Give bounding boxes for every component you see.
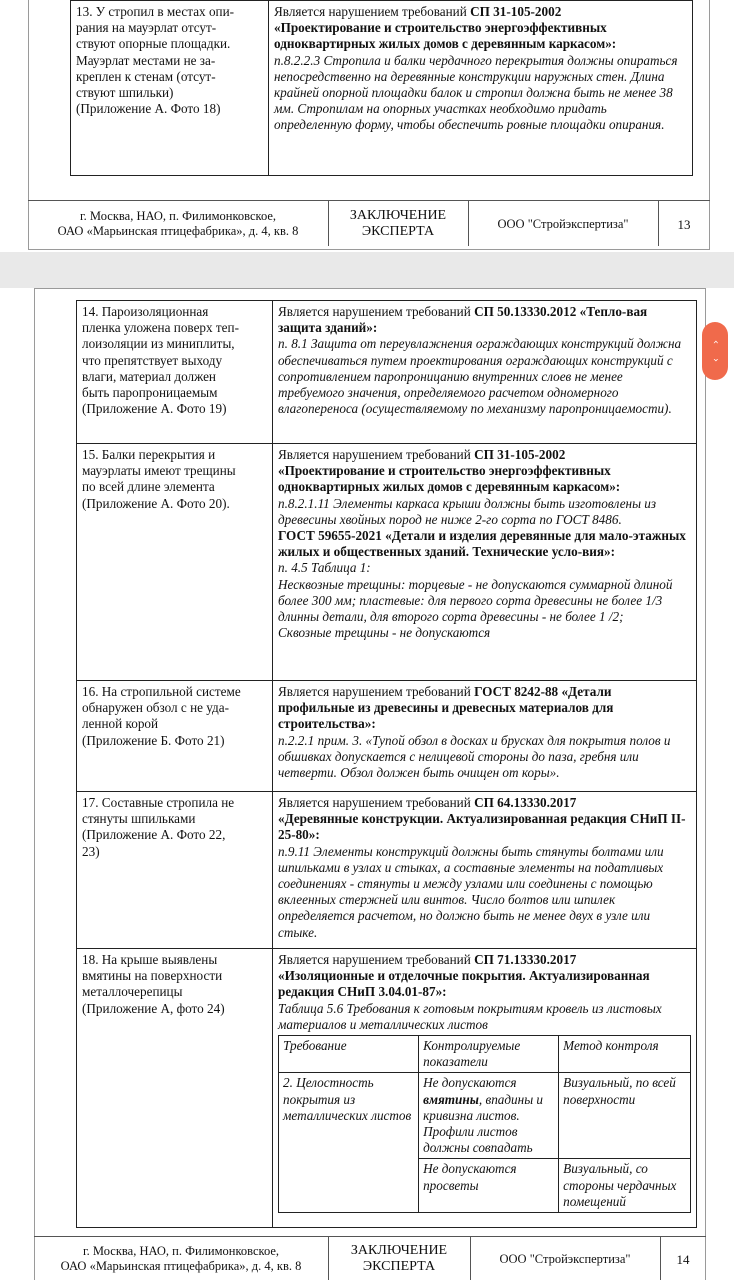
side-scroll-tab[interactable] <box>702 322 728 380</box>
requirement-intro: Является нарушением требований <box>278 684 475 699</box>
requirement-title-2: ГОСТ 59655-2021 «Детали и изделия деревянные для мало-этажных жилых и общественных зданий. Технические усло-вия»: <box>278 528 686 560</box>
footer-conclusion: ЗАКЛЮЧЕНИЕ ЭКСПЕРТА <box>349 208 447 239</box>
requirement-code: СП 31-105-2002 <box>470 4 562 19</box>
footer-address: г. Москва, НАО, п. Филимонковское, ОАО «Марьинская птицефабрика», д. 4, кв. 8 <box>57 209 299 238</box>
violation-description: 14. Пароизоляционная пленка уложена поверх теп- лоизоляции из миниплиты, что препятствует выходу влаги, материал должен быть паропроницаемым (Приложение А. Фото 19) <box>77 301 273 444</box>
requirement-code: СП 71.13330.2017 <box>474 952 577 967</box>
violation-requirement <box>273 681 697 792</box>
requirement-text: п.8.2.1.11 Элементы каркаса крыши должны быть изготовлены из древесины хвойных пород не ниже 2-го сорта по ГОСТ 8486. <box>278 495 657 527</box>
requirement-code: ГОСТ 8242-88 «Детали профильные из древесины и древесных материалов для строительства»: <box>278 684 614 732</box>
inner-cell: 2. Целостность покрытия из металлических листов <box>279 1073 419 1213</box>
page13-table <box>70 0 693 176</box>
requirement-text: п. 8.1 Защита от переувлажнения ограждающих конструкций должна обеспечиваться путем проектирования ограждающих конструкций с сопротивлением паропроницанию внутренних слоев не менее требуемого значения, определяемого расчетом одномерного влагопереноса (осуществляемому по механизму паропроницаемости). <box>278 336 682 417</box>
table-row-15 <box>77 444 697 681</box>
page13-footer <box>28 200 710 247</box>
violation-description: 17. Составные стропила не стянуты шпильками (Приложение А. Фото 22, 23) <box>77 792 273 949</box>
requirement-code: СП 31-105-2002 <box>474 447 566 462</box>
table-row-18 <box>77 949 697 1228</box>
requirement-intro: Является нарушением требований <box>278 952 475 967</box>
requirement-code: СП 64.13330.2017 <box>474 795 577 810</box>
requirement-text: п.2.2.1 прим. 3. «Тупой обзол в досках и брусках для покрытия полов и обшивках допускается с нелицевой стороны до паза, гребня или четверти. Обзол должен быть очищен от коры». <box>278 732 671 781</box>
inner-cell: Не допускаются просветы <box>419 1159 559 1213</box>
inner-header-row <box>279 1036 691 1073</box>
violation-requirement <box>273 444 697 681</box>
requirement-text: п.8.2.2.3 Стропила и балки чердачного перекрытия должны опираться непосредственно на деревянные конструкции наружных стен. Длина крайней опорной площадки балок и стропил должна быть не менее 38 мм. Стропилам на опорных участках необходимо придать определенную форму, чтобы обеспечить ровные площадки опирания. <box>274 52 678 133</box>
requirement-intro: Является нарушением требований <box>278 304 475 319</box>
requirement-text: п.9.11 Элементы конструкций должны быть стянуты болтами или шпильками в узлах и стыках, а составные элементы на податливых соединениях - стянуты и между узлами или соединены с помощью вклеенных стержней или винтов. Число болтов или шпилек определяется расчетом, но должно быть не менее двух в узле или стыке. <box>278 843 664 940</box>
page14-table <box>76 300 697 1228</box>
page-gap <box>0 252 734 288</box>
inner-cell-text: Не допускаются <box>423 1075 517 1091</box>
inner-cell: Визуальный, по всей поверхности <box>559 1073 691 1159</box>
violation-description: 18. На крыше выявлены вмятины на поверхности металлочерепицы (Приложение А, фото 24) <box>77 949 273 1228</box>
footer-conclusion: ЗАКЛЮЧЕНИЕ ЭКСПЕРТА <box>350 1243 448 1274</box>
table-row-16 <box>77 681 697 792</box>
chevron-up-icon[interactable]: ‹ <box>710 340 721 344</box>
inner-cell: Визуальный, со стороны чердачных помещений <box>559 1159 691 1213</box>
violation-requirement <box>269 1 693 176</box>
requirement-text-2: п. 4.5 Таблица 1: Несквозные трещины: торцевые - не допускаются суммарной длиной более 300 мм; пластевые: для первого сорта древесины не более 1/3 длинны детали, для второго сорта древесины - не более 1 /2; Сквозные трещины - не допускаются <box>278 560 673 641</box>
footer-org: ООО "Стройэкспертиза" <box>499 1251 631 1266</box>
page-number: 13 <box>677 216 691 232</box>
requirement-title: «Проектирование и строительство энергоэффективных одноквартирных жилых домов с деревянным каркасом»: <box>274 20 617 52</box>
requirement-code: СП 50.13330.2012 «Тепло-вая защита зданий»: <box>278 304 648 336</box>
chevron-down-icon[interactable]: › <box>710 358 721 362</box>
page-number: 14 <box>676 1251 690 1267</box>
violation-description: 13. У стропил в местах опи- рания на мауэрлат отсут- ствуют опорные площадки. Мауэрлат местами не за- креплен к стенам (отсут- ствуют шпильки) (Приложение А. Фото 18) <box>71 1 269 176</box>
inner-row <box>279 1073 691 1159</box>
footer-address: г. Москва, НАО, п. Филимонковское, ОАО «Марьинская птицефабрика», д. 4, кв. 8 <box>60 1244 302 1273</box>
inner-header: Требование <box>279 1036 419 1073</box>
inner-cell <box>419 1073 559 1159</box>
inner-header: Контролируемые показатели <box>419 1036 559 1073</box>
table-row-14 <box>77 301 697 444</box>
requirement-title: «Изоляционные и отделочные покрытия. Актуализированная редакция СНиП 3.04.01-87»: <box>278 968 650 1000</box>
requirement-intro: Является нарушением требований <box>278 795 475 810</box>
footer-org: ООО "Стройэкспертиза" <box>497 216 629 231</box>
violation-description: 16. На стропильной системе обнаружен обзол с не уда- ленной корой (Приложение Б. Фото 21) <box>77 681 273 792</box>
requirement-intro: Является нарушением требований <box>274 4 471 19</box>
roofing-requirements-table <box>278 1035 691 1213</box>
violation-requirement <box>273 949 697 1228</box>
requirement-text: Таблица 5.6 Требования к готовым покрытиям кровель из листовых материалов и металлических листов <box>278 1000 662 1032</box>
table-row-17 <box>77 792 697 949</box>
violation-requirement <box>273 792 697 949</box>
inner-cell-bold: вмятины <box>423 1091 479 1107</box>
inner-header: Метод контроля <box>559 1036 691 1073</box>
table-row-13 <box>71 1 693 176</box>
requirement-title: «Проектирование и строительство энергоэффективных одноквартирных жилых домов с деревянным каркасом»: <box>278 463 621 495</box>
inner-cell-text: , впадины и кривизна листов. Профили листов должны совпадать <box>423 1091 544 1156</box>
requirement-title: «Деревянные конструкции. Актуализированная редакция СНиП II-25-80»: <box>278 811 686 843</box>
violation-description: 15. Балки перекрытия и мауэрлаты имеют трещины по всей длине элемента (Приложение А. Фото 20). <box>77 444 273 681</box>
page14-footer <box>34 1236 706 1281</box>
requirement-intro: Является нарушением требований <box>278 447 475 462</box>
violation-requirement <box>273 301 697 444</box>
